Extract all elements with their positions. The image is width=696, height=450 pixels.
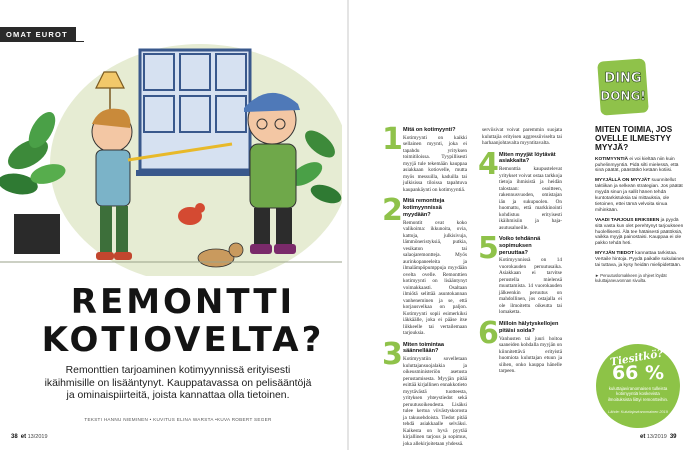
window-frame xyxy=(140,50,250,170)
article-column-2 xyxy=(478,127,562,380)
sidebar-item xyxy=(595,157,685,175)
headline-line-2: KOTIOVELTA? xyxy=(41,320,325,360)
badge-text-2: DONG! xyxy=(600,89,646,103)
article-entry xyxy=(382,336,467,448)
sidebar-item-text: suunnitellut taktiikan ja selkeän strategian. Jos päätät myydä sinun ja sallit hänen tehdä kuntotarkistuksia tai mittauksia, ole tietoinen, ettei tämä velvoita sinua mihinkään. xyxy=(595,178,683,213)
badge-text-1: DING xyxy=(604,71,642,86)
headline-line-1: REMONTTI xyxy=(70,282,296,322)
article-entry xyxy=(478,315,562,375)
page-number-right: 39 xyxy=(669,434,677,440)
sidebar-heading: MITEN TOIMIA, JOS OVELLE ILMESTYY MYYJÄ? xyxy=(595,125,673,153)
sidebar-item-text: ei voi kieltää niin kuin puhelinmyyntiä. Pidä silti mielessä, että sinä päätät, päästätkö ketään kotiisi. xyxy=(595,156,679,174)
entry-number: 2 xyxy=(382,193,403,229)
credits: TEKSTI HANNU NIEMINEN • KUVITUS ELINA WARSTA •KUVA ROBERT SEGER xyxy=(84,417,272,422)
entry-title: Mitä remontteja kotimyynnissä myydään? xyxy=(403,198,445,218)
stat-source: Lähde: Kuluttajaviranomainen 2019 xyxy=(608,410,668,414)
section-tab: OMAT EUROT xyxy=(0,27,76,42)
page-headline xyxy=(18,283,348,359)
entry-title: Miten myyjät löytävät asiakkaita? xyxy=(499,151,556,165)
column-2-intro: serviisivat voivat paremmin suojata kuluttajia erityisen aggressiiviselta tai harhaanjohtavalta myyntitavalta. xyxy=(482,127,562,146)
entry-number: 4 xyxy=(478,146,499,182)
entry-number: 5 xyxy=(478,231,499,267)
entry-text: Kotimyynti on kaikki sellainen myynti, joka ei tapahdu yrityksen toimitiloissa. Tyypillisesti myyjä tule tekemään kauppaa asiakkaan kotiovelle, mutta myös messuilla, kaduilla tai julkisissa tiloissa tapahtuva kaupankäynti on kotimyyntiä. xyxy=(403,134,467,193)
stat-text: kuluttajaviranomaisen tulleista kotimyyntiä koskevista ilmoituksista liittyi remontteihin. xyxy=(607,386,669,402)
issue-left: 13/2019 xyxy=(27,434,48,440)
sidebar-item-title: KOTIMYYNTIÄ xyxy=(595,156,629,162)
entry-title: Milloin hälytyskellojen pitäisi soida? xyxy=(499,320,559,334)
entry-title: Miten toimintaa säännellään? xyxy=(403,341,445,355)
section-rule xyxy=(0,41,84,42)
sidebar-source-note: ► Peruutuslomakkeen ja ohjeet löydät kuluttajaneuvonnan sivuilta. xyxy=(595,273,667,284)
article-entry xyxy=(478,231,562,316)
lead-paragraph: Remonttien tarjoaminen kotimyynnissä erityisesti ikäihmisille on lisääntynyt. Kauppatavassa on pelisääntöjä ja ominaispiirteitä, joista kannattaa olla tietoinen. xyxy=(44,365,312,402)
sidebar-item-title: VAADI TARJOUS ERIKSEEN xyxy=(595,217,660,223)
magazine-name-left: et xyxy=(20,434,27,440)
page-gutter xyxy=(347,0,349,450)
entry-title: Mitä on kotimyynti? xyxy=(403,127,456,133)
entry-text: Vanhusten tai juuri hoitoa saaneiden kohdalla myyjän on kiinnitettävä erityistä huomiota kuluttajan etuun ja siihen, onko kauppa hänelle tarpeen. xyxy=(499,335,562,375)
doorbell-badge xyxy=(597,58,649,116)
page-number-left: 38 xyxy=(11,434,18,440)
article-entry xyxy=(382,193,467,337)
footer-right xyxy=(640,434,677,440)
magazine-name-right: et xyxy=(640,434,646,440)
sidebar-item-title: MYYJÄN TIEDOT xyxy=(595,251,634,257)
sidebar-item xyxy=(595,218,685,248)
entry-text: Remonttia kaupustelevat yritykset voivat ostaa tarkkoja tietoja ihmisistä ja heidän talostaan: osoitteen, rakennusvuoden, omistajan iän ja sukupuolen. On huomattu, että markkinointi kohdistuu erityisesti ikäihmisiin ja haja-asutusalueille. xyxy=(499,166,562,231)
entry-text: Remontit ovat koko valikoima: ikkunoita, ovia, kattoja, julkisivuja, lämmöneristyksiä, putkia, vesikaton tai salaojaremontteja. Myös aurinkopaneeleita ja ilmalämpöpumppuja myydään ovelta ovelle. Remonttien kotimyynti on lisääntynyt voimakkaasti. Osaltaan ilmiötä selittää asuntokannan vanheneminen ja se, että korjausvelkaa on paljon. Kotimyynti sopii esimerkiksi iäkkäälle, joka ei pääse itse liikkeelle tai vertailemaan tarjouksia. xyxy=(403,219,467,337)
illustration-renovation-scene xyxy=(0,44,342,276)
issue-right: 13/2019 xyxy=(646,434,667,440)
stat-tag: Tiesitkö? xyxy=(609,347,665,369)
article-entry xyxy=(478,146,562,232)
entry-text: Kotimyynnissä on 14 vuorokauden peruutusaika. Asiakkaan ei tarvitse perustella mielensä muuttamista. 14 vuorokauden jälkeenkin peruutus on mahdollinen, jos ostajalla ei ole ilmoitettu oikeutta tai lomaketta. xyxy=(499,257,562,316)
sidebar-item-text: ja pyydä sitä vasta kun olet perehtynyt tarjoukseen huolellisesti. Älä tee hätäisesti päätöksiä, vaikka myyjä painostaisi. Kauppaa ei ole pakko tehdä heti. xyxy=(595,217,684,247)
entry-number: 3 xyxy=(382,336,403,372)
sidebar-tips xyxy=(595,58,685,283)
entry-title: Voiko tehdännä sopimuksen peruuttaa? xyxy=(499,236,541,256)
stat-circle xyxy=(596,344,680,428)
sidebar-item xyxy=(595,251,685,269)
entry-text: Kotimyyntiin sovelletaan kuluttajansuojalakia ja oikeusministeriön asetusta perustamisesta. Myyjän pitää esittää kirjallinen ennakkotieto myytävästä tuotteesta, yrityksen yhteystiedot sekä peruutusoikeudesta. Lisäksi tulee kertoa viivästyskorosta ja takuuehdoista. Tiedot pitää tehdä asiakkaalle selväksi. Kaikesta on hyvä pyytää kirjallinen tarjous ja sopimus, joka allekirjoitetaan yhdessä. xyxy=(403,356,467,447)
footer-left xyxy=(11,434,48,440)
article-entry xyxy=(382,122,467,193)
article-column-1 xyxy=(382,122,467,450)
sidebar-item-title: MYYJÄLLÄ ON MYYJÄT xyxy=(595,178,651,184)
sidebar-item-text: kannattaa tarkistaa. Vertaile hintoja. Pyydä paikalle sukulainen tai tuttava, ja kysy heidän mielipidettään. xyxy=(595,251,685,269)
entry-number: 6 xyxy=(478,315,499,351)
stat-value: 66 % xyxy=(611,362,665,384)
entry-number: 1 xyxy=(382,122,403,157)
sidebar-item xyxy=(595,178,685,213)
